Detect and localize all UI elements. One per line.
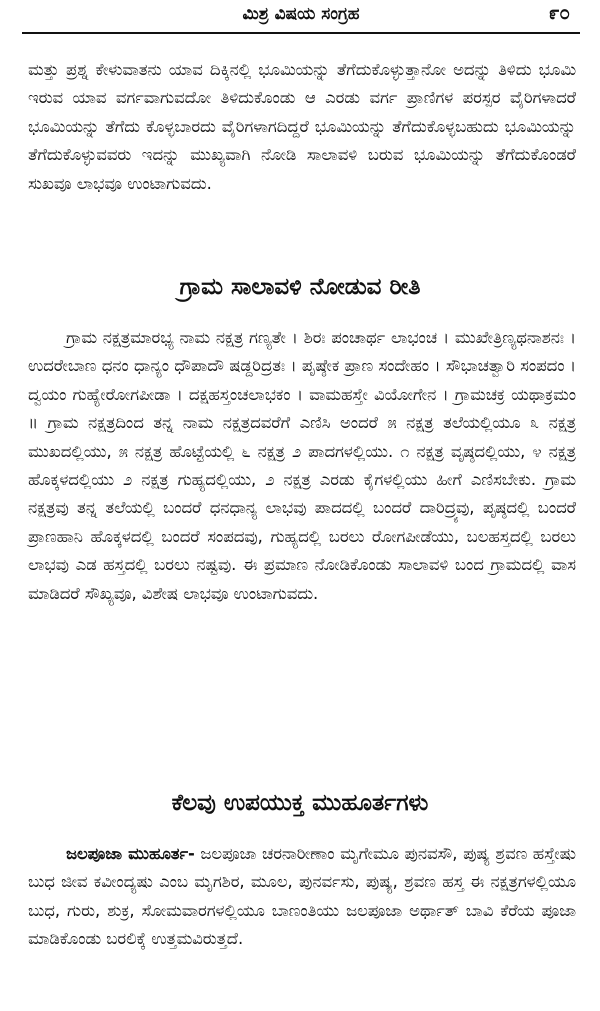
section-heading-village-method: ಗ್ರಾಮ ಸಾಲಾವಳಿ ನೋಡುವ ರೀತಿ xyxy=(179,274,421,300)
village-method-paragraph: ಗ್ರಾಮ ನಕ್ಷತ್ರಮಾರಭ್ಯ ನಾಮ ನಕ್ಷತ್ರ ಗಣ್ಯತೇ । ಶಿರಃ ಪಂಚಾರ್ಥ ಲಾಭಂಚ । ಮುಖೇತ್ರಿಣ್ಯಥನಾಶನಃ । ಉದರೇಬಾಣ ಧನಂ ಧಾನ್ಯಂ ಧೌಪಾದೌ ಷಡ್ದರಿದ್ರತಃ । ಪೃಷ್ಠೇಕ ಪ್ರಾಣ ಸಂದೇಹಂ । ಸೌಭಾಚತ್ವಾರಿ ಸಂಪದಂ । ದ್ವಯಂ ಗುಹ್ಯೇರೋಗಪೀಡಾ । ದಕ್ಷಹಸ್ತಂಚಲಾಭಕಂ । ವಾಮಹಸ್ತೇ ವಿಯೋಗೇನ । ಗ್ರಾಮಚಕ್ರ ಯಥಾಕ್ರಮಂ ॥ ಗ್ರಾಮ ನಕ್ಷತ್ರದಿಂದ ತನ್ನ ನಾಮ ನಕ್ಷತ್ರದವರೆಗೆ ಎಣಿಸಿ ಅಂದರೆ ೫ ನಕ್ಷತ್ರ ತಲೆಯಲ್ಲಿಯೂ ೩ ನಕ್ಷತ್ರ ಮುಖದಲ್ಲಿಯು, ೫ ನಕ್ಷತ್ರ ಹೊಟ್ಟೆಯಲ್ಲಿ ೬ ನಕ್ಷತ್ರ ೨ ಪಾದಗಳಲ್ಲಿಯು. ೧ ನಕ್ಷತ್ರ ವೃಷ್ಠದಲ್ಲಿಯು, ೪ ನಕ್ಷತ್ರ ಹೊಕ್ಕಳದಲ್ಲಿಯು ೨ ನಕ್ಷತ್ರ ಗುಹ್ಯದಲ್ಲಿಯು, ೨ ನಕ್ಷತ್ರ ಎರಡು ಕೈಗಳಲ್ಲಿಯು ಹೀಗೆ ಎಣಿಸಬೇಕು. ಗ್ರಾಮ ನಕ್ಷತ್ರವು ತನ್ನ ತಲೆಯಲ್ಲಿ ಬಂದರೆ ಧನಧಾನ್ಯ ಲಾಭವು ಪಾದದಲ್ಲಿ ಬಂದರೆ ದಾರಿದ್ರ್ಯವು, ಪೃಷ್ಠದಲ್ಲಿ ಬಂದರೆ ಪ್ರಾಣಹಾನಿ ಹೊಕ್ಕಳದಲ್ಲಿ ಬಂದರೆ ಸಂಪದವು, ಗುಹ್ಯದಲ್ಲಿ ಬರಲು ರೋಗಪೀಡೆಯು, ಬಲಹಸ್ತದಲ್ಲಿ ಬರಲು ಲಾಭವು ಎಡ ಹಸ್ತದಲ್ಲಿ ಬರಲು ನಷ್ಟವು. ಈ ಪ್ರಮಾಣ ನೋಡಿಕೊಂಡು ಸಾಲಾವಳಿ ಬಂದ ಗ್ರಾಮದಲ್ಲಿ ವಾಸ ಮಾಡಿದರೆ ಸೌಖ್ಯವೂ, ವಿಶೇಷ ಲಾಭವೂ ಉಂಟಾಗುವದು. xyxy=(28,328,576,603)
running-title: ಮಿಶ್ರ ವಿಷಯ ಸಂಗ್ರಹ xyxy=(242,4,360,24)
water-puja-lead: ಜಲಪೂಜಾ ಮುಹೂರ್ತ- xyxy=(66,844,195,863)
water-puja-paragraph xyxy=(28,840,576,954)
intro-paragraph: ಮತ್ತು ಪ್ರಶ್ನ ಕೇಳುವಾತನು ಯಾವ ದಿಕ್ಕಿನಲ್ಲಿ ಭೂಮಿಯನ್ನು ತೆಗೆದುಕೊಳ್ಳುತ್ತಾನೋ ಅದನ್ನು ತಿಳಿದು ಭೂಮಿ ಇರುವ ಯಾವ ವರ್ಗವಾಗುವದೋ ತಿಳಿದುಕೊಂಡು ಆ ಎರಡು ವರ್ಗ ಪ್ರಾಣಿಗಳ ಪರಸ್ಪರ ವೈರಿಗಳಾದರೆ ಭೂಮಿಯನ್ನು ತೆಗೆದು ಕೊಳ್ಳಬಾರದು ವೈರಿಗಳಾಗದಿದ್ದರೆ ಭೂಮಿಯನ್ನು ತೆಗೆದುಕೊಳ್ಳಬಹುದು ಭೂಮಿಯನ್ನು ತೆಗೆದುಕೊಳ್ಳುವವರು ಇದನ್ನು ಮುಖ್ಯವಾಗಿ ನೋಡಿ ಸಾಲಾವಳಿ ಬರುವ ಭೂಮಿಯನ್ನು ತೆಗೆದುಕೊಂಡರೆ ಸುಖವೂ ಲಾಭವೂ ಉಂಟಾಗುವದು. xyxy=(28,60,576,193)
page-header xyxy=(22,2,580,34)
water-puja-text: ಜಲಪೂಜಾ ಚರನಾರೀಣಾಂ ಮೃಗೇಮೂ ಪುನವಸೌ, ಪುಷ್ಯ ಶ್ರವಣ ಹಸ್ತೇಷು ಬುಧ ಜೀವ ಕವೀಂದ್ಯಷು ಎಂಬ ಮೃಗಶಿರ, ಮೂಲ, ಪುನರ್ವಸು, ಪುಷ್ಯ, ಶ್ರವಣ ಹಸ್ತ ಈ ನಕ್ಷತ್ರಗಳಲ್ಲಿಯೂ ಬುಧ, ಗುರು, ಶುಕ್ರ, ಸೋಮವಾರಗಳಲ್ಲಿಯೂ ಬಾಣಂತಿಯು ಜಲಪೂಜಾ ಅರ್ಥಾತ್ ಬಾವಿ ಕೆರೆಯ ಪೂಜಾ ಮಾಡಿಕೊಂಡು ಬರಲಿಕ್ಕೆ ಉತ್ತಮವಿರುತ್ತದೆ. xyxy=(28,844,576,949)
section-heading-auspicious-times: ಕೆಲವು ಉಪಯುಕ್ತ ಮುಹೂರ್ತಗಳು xyxy=(171,790,429,816)
page-number: ೯೦ xyxy=(548,2,570,24)
